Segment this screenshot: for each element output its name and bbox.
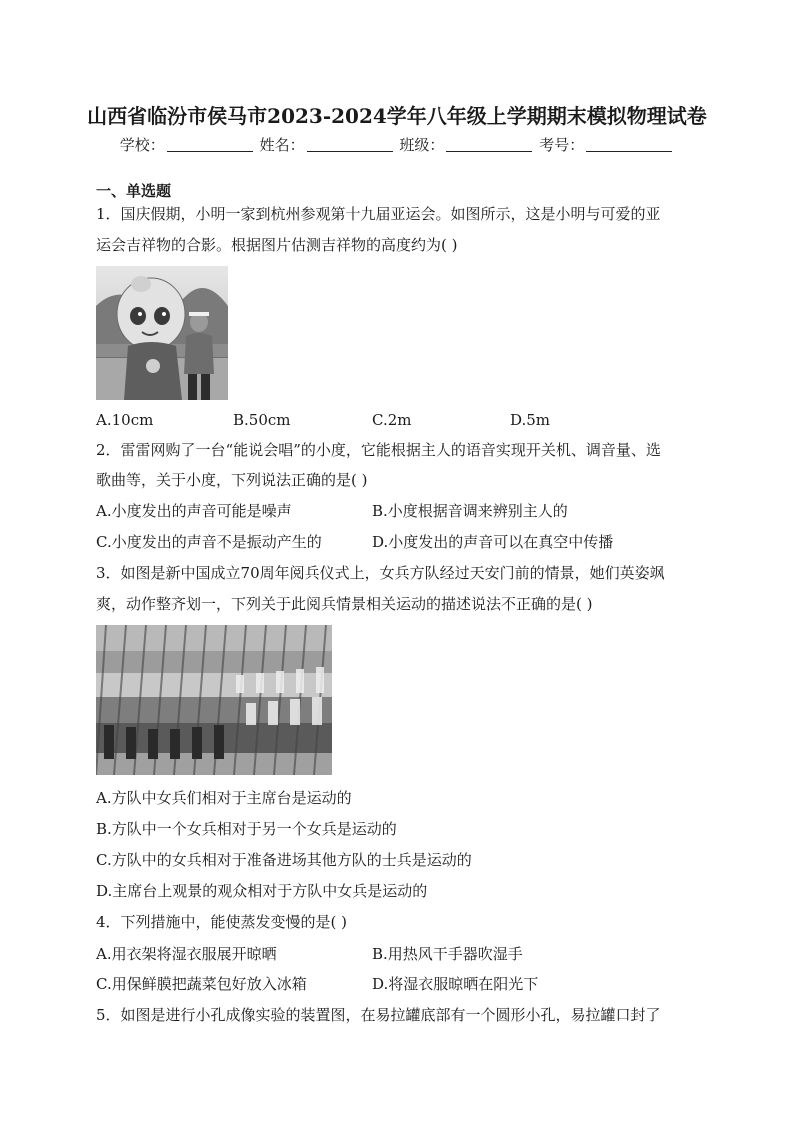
q1-text-line2: 运会吉祥物的合影。根据图片估测吉祥物的高度约为( )	[96, 236, 458, 254]
q2-text-line1: 2．雷雷网购了一台“能说会唱”的小度，它能根据主人的语音实现开关机、调音量、选	[96, 441, 661, 459]
q5-text-line1: 5．如图是进行小孔成像实验的装置图，在易拉罐底部有一个圆形小孔，易拉罐口封了	[96, 1006, 661, 1024]
number-blank[interactable]	[586, 137, 672, 152]
q4-option-d[interactable]: D.将湿衣服晾晒在阳光下	[372, 975, 539, 993]
number-label: 考号：	[539, 136, 585, 154]
name-label: 姓名：	[259, 136, 305, 154]
q2-text-line2: 歌曲等，关于小度，下列说法正确的是( )	[96, 471, 368, 489]
exam-title: 山西省临汾市侯马市2023-2024学年八年级上学期期末模拟物理试卷	[87, 104, 707, 128]
q1-option-c[interactable]: C.2m	[372, 411, 412, 429]
q4-text-line1: 4．下列措施中，能使蒸发变慢的是( )	[96, 913, 348, 931]
q3-text-line1: 3．如图是新中国成立70周年阅兵仪式上，女兵方队经过天安门前的情景，她们英姿飒	[96, 564, 665, 582]
q2-option-d[interactable]: D.小度发出的声音可以在真空中传播	[372, 533, 614, 551]
name-blank[interactable]	[307, 137, 393, 152]
q3-option-c[interactable]: C.方队中的女兵相对于准备进场其他方队的士兵是运动的	[96, 851, 472, 869]
parade-photo-drawing	[96, 625, 332, 775]
q3-text-line2: 爽，动作整齐划一，下列关于此阅兵情景相关运动的描述说法不正确的是( )	[96, 595, 593, 613]
class-blank[interactable]	[446, 137, 532, 152]
q3-option-d[interactable]: D.主席台上观景的观众相对于方队中女兵是运动的	[96, 882, 428, 900]
q2-option-b[interactable]: B.小度根据音调来辨别主人的	[372, 502, 568, 520]
q1-option-a[interactable]: A.10cm	[96, 411, 154, 429]
parade-photo	[96, 625, 332, 775]
q4-option-c[interactable]: C.用保鲜膜把蔬菜包好放入冰箱	[96, 975, 307, 993]
section-heading: 一、单选题	[96, 182, 172, 200]
class-label: 班级：	[399, 136, 445, 154]
q1-text-line1: 1．国庆假期，小明一家到杭州参观第十九届亚运会。如图所示，这是小明与可爱的亚	[96, 205, 661, 223]
school-blank[interactable]	[167, 137, 253, 152]
mascot-photo	[96, 266, 228, 400]
q4-option-a[interactable]: A.用衣架将湿衣服展开晾晒	[96, 945, 277, 963]
q2-option-a[interactable]: A.小度发出的声音可能是噪声	[96, 502, 292, 520]
q1-option-b[interactable]: B.50cm	[233, 411, 291, 429]
student-info-row	[0, 134, 794, 155]
q3-option-b[interactable]: B.方队中一个女兵相对于另一个女兵是运动的	[96, 820, 397, 838]
q2-option-c[interactable]: C.小度发出的声音不是振动产生的	[96, 533, 322, 551]
q4-option-b[interactable]: B.用热风干手器吹湿手	[372, 945, 523, 963]
school-label: 学校：	[119, 136, 165, 154]
q1-option-d[interactable]: D.5m	[510, 411, 551, 429]
q3-option-a[interactable]: A.方队中女兵们相对于主席台是运动的	[96, 789, 352, 807]
mascot-photo-drawing	[96, 266, 228, 400]
